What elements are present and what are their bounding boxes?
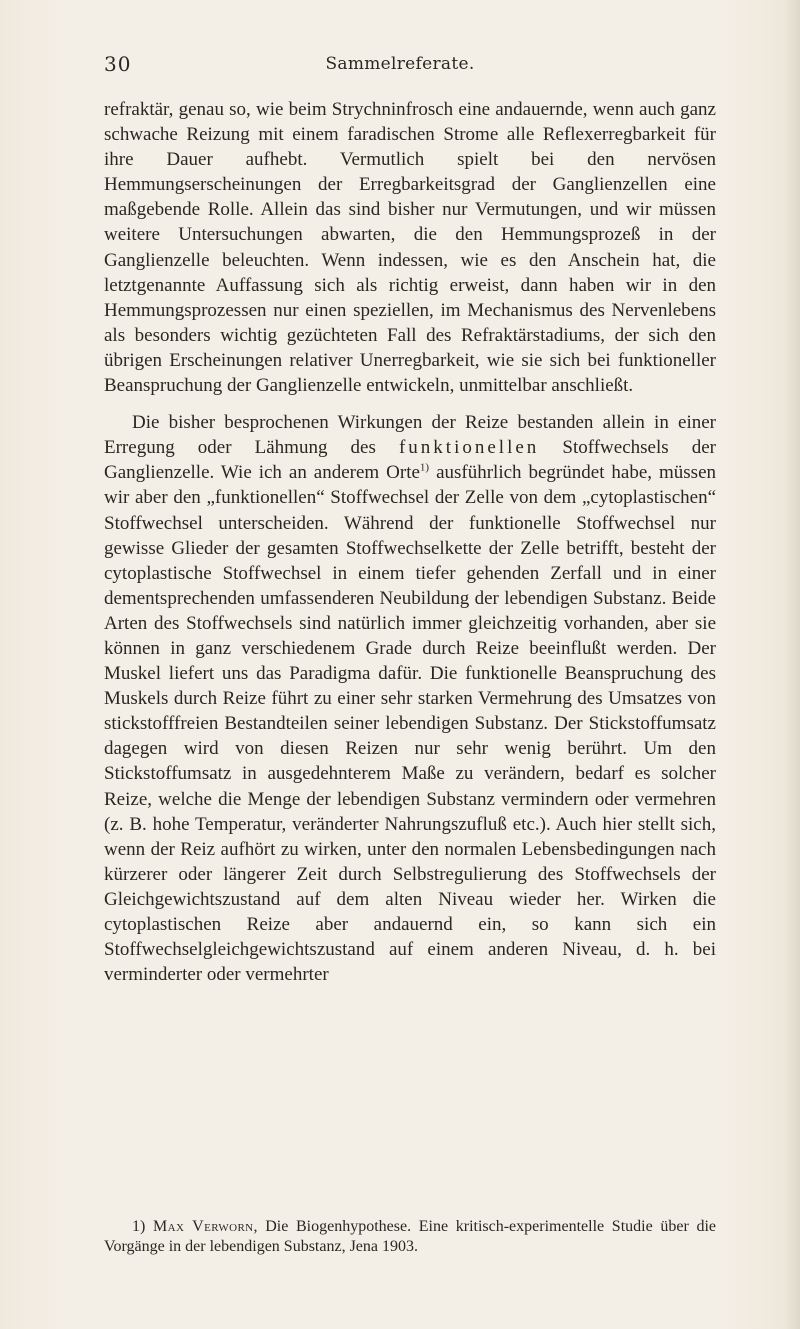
footnote-text: , Die Biogenhypothese. Eine kritisch-experimentelle Studie über die Vorgänge in der lebendigen Substanz, Jena 1903. xyxy=(104,1218,717,1255)
footnote xyxy=(104,1217,716,1257)
paragraph-text-part: Die bisher besprochenen Wirkungen der Reize bestanden allein in einer Erregung oder Lähmung des xyxy=(104,412,716,459)
footnote-author: Max Verworn xyxy=(153,1218,254,1235)
paragraph-stoffwechsel xyxy=(104,410,716,987)
page-edge-shadow xyxy=(784,0,800,1329)
body-text xyxy=(104,97,716,987)
paragraph-text-part: Stoffwechsels der Ganglienzelle. Wie ich an anderem Orte xyxy=(104,437,716,484)
page-number: 30 xyxy=(104,52,132,76)
paragraph-text-part: ausführlich begründet habe, müssen wir aber den „funktionellen“ Stoffwechsel der Zelle von dem „cytoplastischen“ Stoffwechsel unterscheiden. Während der funktionelle Stoffwechsel nur gewisse Glieder der gesamten Stoffwechselkette der Zelle betrifft, besteht der cytoplastische Stoffwechsel in einem tiefer gehenden Zerfall und in einer dementsprechenden umfassenderen Neubildung der lebendigen Substanz. Beide Arten des Stoffwechsels sind natürlich immer gleichzeitig vorhanden, aber sie können in ganz verschiedenem Grade durch Reize beeinflußt werden. Der Muskel liefert uns das Paradigma dafür. Die funktionelle Beanspruchung des Muskels durch Reize führt zu einer sehr starken Vermehrung des Umsatzes von stickstofffreien Bestandteilen seiner lebendigen Substanz. Der Stickstoffumsatz dagegen wird von diesen Reizen nur sehr wenig berührt. Um den Stickstoffumsatz in ausgedehnterem Maße zu verändern, bedarf es solcher Reize, welche die Menge der lebendigen Substanz vermindern oder vermehren (z. B. hohe Temperatur, veränderter Nahrungszufluß etc.). Auch hier stellt sich, wenn der Reiz aufhört zu wirken, unter den normalen Lebensbedingungen nach kürzerer oder längerer Zeit durch Selbstregulierung des Stoffwechsels der Gleichgewichtszustand auf dem alten Niveau wieder her. Wirken die cytoplastischen Reize aber andauernd ein, so kann sich ein Stoffwechselgleichgewichtszustand auf einem anderen Niveau, d. h. bei verminderter oder vermehrter xyxy=(104,462,717,986)
spaced-emphasis: funktionellen xyxy=(398,437,540,459)
footnote-line xyxy=(104,1217,716,1257)
paragraph-continuation: refraktär, genau so, wie beim Strychninfrosch eine andauernde, wenn auch ganz schwache Reizung mit einem faradischen Strome alle Reflexerregbarkeit für ihre Dauer aufhebt. Vermutlich spielt bei den nervösen Hemmungserscheinungen der Erregbarkeitsgrad der Ganglienzellen eine maßgebende Rolle. Allein das sind bisher nur Vermutungen, und wir müssen weitere Untersuchungen abwarten, die den Hemmungsprozeß in der Ganglienzelle beleuchten. Wenn indessen, wie es den Anschein hat, die letztgenannte Auffassung sich als richtig erweist, dann haben wir in den Hemmungsprozessen nur einen speziellen, im Mechanismus des Nervenlebens als besonders wichtig gezüchteten Fall des Refraktärstadiums, der sich den übrigen Erscheinungen relativer Unerregbarkeit, wie sie sich bei funktioneller Beanspruchung der Ganglienzelle entwickeln, unmittelbar anschließt. xyxy=(104,99,716,397)
running-head: Sammelreferate. xyxy=(325,54,475,74)
paragraph-gap xyxy=(104,398,716,410)
footnote-marker: 1) xyxy=(132,1218,146,1235)
page-header xyxy=(0,52,800,76)
footnote-reference: 1) xyxy=(419,461,430,474)
